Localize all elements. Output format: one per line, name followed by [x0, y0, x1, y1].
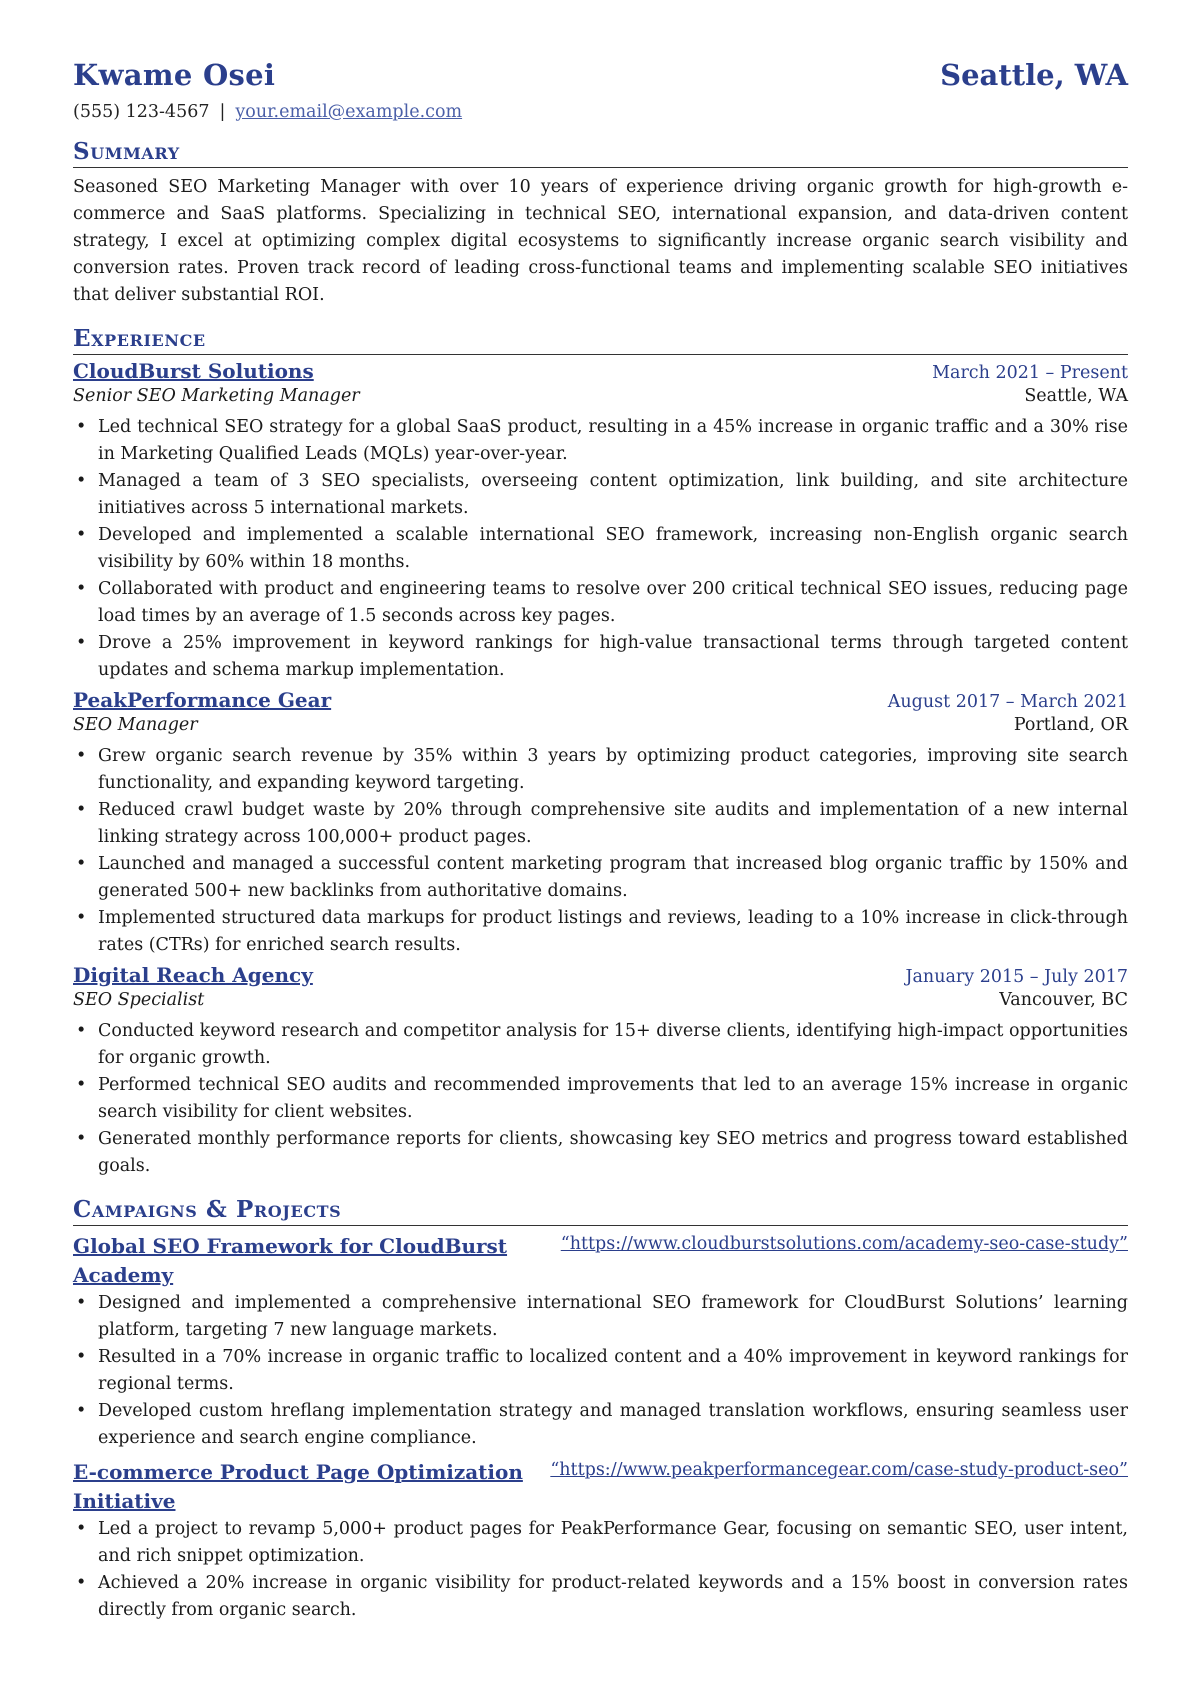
bullet-item: • Launched and managed a successful content marketing program that increased blog organic traffic by 150% and generated 500+ new backlinks from authoritative domains. — [98, 851, 1128, 905]
bullet-item: • Developed custom hreflang implementation strategy and managed translation workflows, ensuring seamless user experience and search engine compliance. — [98, 1398, 1128, 1452]
resume-header — [73, 58, 1128, 92]
section-title-summary: Summary — [73, 138, 1128, 168]
bullet-item: • Grew organic search revenue by 35% within 3 years by optimizing product categories, improving site search functionality, and expanding keyword targeting. — [98, 743, 1128, 797]
project-title-link[interactable]: E-commerce Product Page Optimization Initiative — [73, 1460, 523, 1513]
bullet-item: • Generated monthly performance reports for clients, showcasing key SEO metrics and progress toward established goals. — [98, 1126, 1128, 1180]
candidate-name: Kwame Osei — [73, 58, 276, 92]
bullet-item: • Led a project to revamp 5,000+ product pages for PeakPerformance Gear, focusing on semantic SEO, user intent, and rich snippet optimization. — [98, 1516, 1128, 1570]
bullet-item: • Developed and implemented a scalable international SEO framework, increasing non-English organic search visibility by 60% within 18 months. — [98, 522, 1128, 576]
bullet-item: • Managed a team of 3 SEO specialists, overseeing content optimization, link building, and site architecture initiatives across 5 international markets. — [98, 468, 1128, 522]
bullet-item: • Drove a 25% improvement in keyword rankings for high-value transactional terms through targeted content updates and schema markup implementation. — [98, 630, 1128, 684]
project-bullets — [73, 1290, 1128, 1452]
bullet-item: • Implemented structured data markups for product listings and reviews, leading to a 10% increase in click-through rates (CTRs) for enriched search results. — [98, 905, 1128, 959]
job-location: Seattle, WA — [1024, 386, 1128, 406]
section-title-experience: Experience — [73, 325, 1128, 355]
bullet-item: • Designed and implemented a comprehensive international SEO framework for CloudBurst Solutions’ learning platform, targeting 7 new language markets. — [98, 1290, 1128, 1344]
phone-number: (555) 123-4567 — [73, 102, 210, 122]
job-entry — [73, 359, 1128, 684]
project-entry — [73, 1458, 1128, 1624]
project-title-link[interactable]: Global SEO Framework for CloudBurst Academy — [73, 1234, 508, 1287]
job-role: SEO Specialist — [73, 990, 205, 1010]
project-url-link[interactable]: “https://www.peakperformancegear.com/case-study-product-seo” — [550, 1460, 1128, 1480]
bullet-item: • Reduced crawl budget waste by 20% through comprehensive site audits and implementation of a new internal linking strategy across 100,000+ product pages. — [98, 797, 1128, 851]
bullet-item: • Led technical SEO strategy for a global SaaS product, resulting in a 45% increase in organic traffic and a 30% rise in Marketing Qualified Leads (MQLs) year-over-year. — [98, 414, 1128, 468]
bullet-item: • Collaborated with product and engineering teams to resolve over 200 critical technical SEO issues, reducing page load times by an average of 1.5 seconds across key pages. — [98, 576, 1128, 630]
section-title-projects: Campaigns & Projects — [73, 1196, 1128, 1226]
job-role: Senior SEO Marketing Manager — [73, 386, 360, 406]
bullet-item: • Performed technical SEO audits and recommended improvements that led to an average 15% increase in organic search visibility for client websites. — [98, 1072, 1128, 1126]
job-dates: August 2017 – March 2021 — [887, 692, 1128, 712]
job-location: Portland, OR — [1013, 715, 1128, 735]
company-link[interactable]: CloudBurst Solutions — [73, 359, 314, 383]
job-location: Vancouver, BC — [999, 990, 1128, 1010]
job-role: SEO Manager — [73, 715, 198, 735]
job-dates: January 2015 – July 2017 — [905, 967, 1128, 987]
email-link[interactable]: your.email@example.com — [235, 102, 463, 122]
bullet-item: • Conducted keyword research and competitor analysis for 15+ diverse clients, identifying high-impact opportunities for organic growth. — [98, 1018, 1128, 1072]
job-bullets — [73, 414, 1128, 684]
bullet-item: • Resulted in a 70% increase in organic traffic to localized content and a 40% improvement in keyword rankings for regional terms. — [98, 1344, 1128, 1398]
company-link[interactable]: Digital Reach Agency — [73, 963, 313, 987]
project-url-link[interactable]: “https://www.cloudburstsolutions.com/academy-seo-case-study” — [560, 1234, 1128, 1254]
bullet-item: • Achieved a 20% increase in organic visibility for product-related keywords and a 15% boost in conversion rates directly from organic search. — [98, 1570, 1128, 1624]
job-entry — [73, 688, 1128, 959]
resume-page — [73, 58, 1128, 1624]
contact-line — [73, 102, 1128, 122]
project-bullets — [73, 1516, 1128, 1624]
project-entry — [73, 1232, 1128, 1452]
job-entry — [73, 963, 1128, 1180]
company-link[interactable]: PeakPerformance Gear — [73, 688, 332, 712]
job-bullets — [73, 1018, 1128, 1180]
job-dates: March 2021 – Present — [932, 363, 1128, 383]
summary-text: Seasoned SEO Marketing Manager with over 10 years of experience driving organic growth for high-growth e-commerce and SaaS platforms. Specializing in technical SEO, international expansion, and data-driven content strategy, I excel at optimizing complex digital ecosystems to significantly increase organic search visibility and conversion rates. Proven track record of leading cross-functional teams and implementing scalable SEO initiatives that deliver substantial ROI. — [73, 177, 1128, 305]
candidate-location: Seattle, WA — [940, 58, 1128, 92]
contact-separator: | — [219, 102, 226, 122]
job-bullets — [73, 743, 1128, 959]
